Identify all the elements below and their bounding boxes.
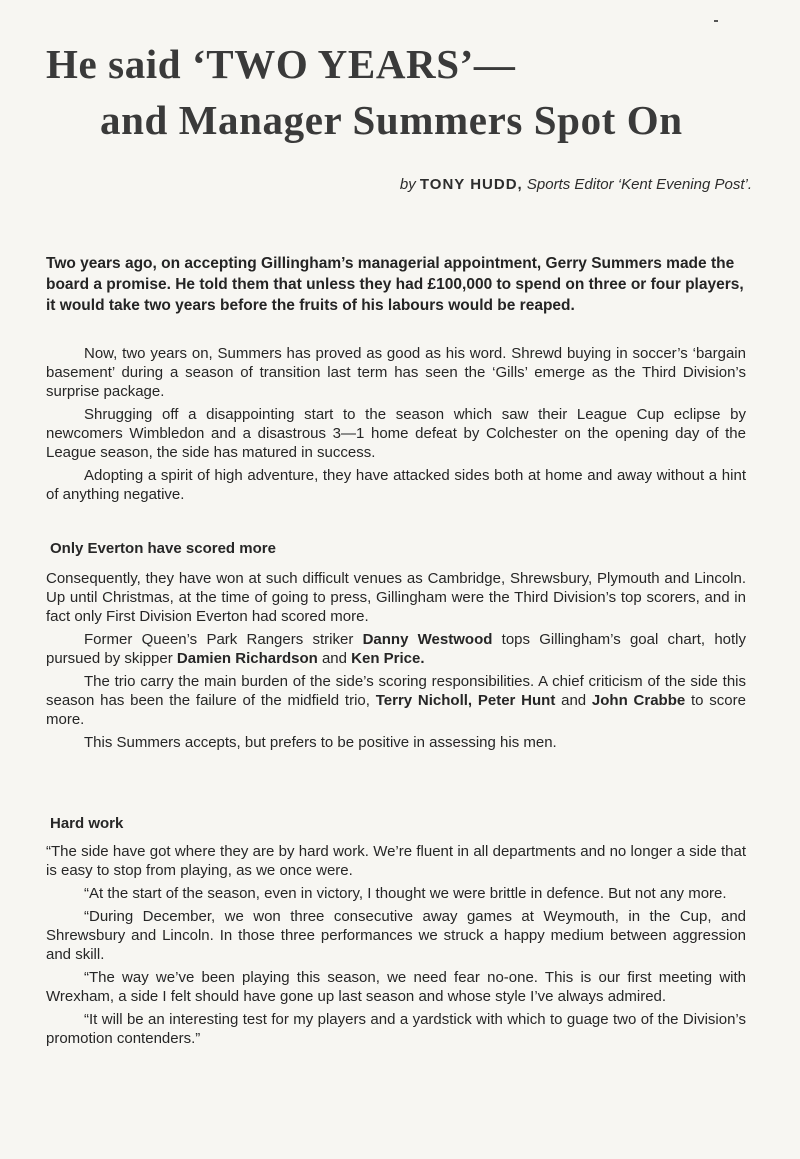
intro-paragraph-2: Shrugging off a disappointing start to the season which saw their League Cup eclipse by newcomers Wimbledon and a disastrous 3—1 home defeat by Colchester on the opening day of the League season, the side has matured in success. xyxy=(46,406,746,461)
byline-prefix: by xyxy=(399,176,416,193)
scan-speck xyxy=(714,20,718,22)
everton-paragraph-4: This Summers accepts, but prefers to be positive in assessing his men. xyxy=(84,734,557,751)
headline-line-2: and Manager Summers Spot On xyxy=(100,97,683,143)
quote-paragraph-5: “It will be an interesting test for my players and a yardstick with which to guage two of the Division’s promotion contenders.” xyxy=(46,1011,746,1047)
everton-paragraph-1: Consequently, they have won at such difficult venues as Cambridge, Shrewsbury, Plymouth and Lincoln. Up until Christmas, at the time of going to press, Gillingham were the Third Division’s top scorers, and in fact only First Division Everton had scored more. xyxy=(46,570,746,625)
byline-role: Sports Editor ‘Kent Evening Post’. xyxy=(526,176,752,193)
quote-paragraph-1: “The side have got where they are by hard work. We’re fluent in all departments and no longer a side that is easy to stop from playing, as we once were. xyxy=(46,843,746,879)
section-everton xyxy=(46,569,746,756)
byline xyxy=(282,176,752,193)
player-name: John Crabbe xyxy=(591,692,686,709)
player-names: Terry Nicholl, Peter Hunt xyxy=(375,692,556,709)
intro-paragraph-3: Adopting a spirit of high adventure, they have attacked sides both at home and away without a hint of anything negative. xyxy=(46,467,746,503)
player-name: Danny Westwood xyxy=(362,631,493,648)
section-intro xyxy=(46,344,746,508)
lead-paragraph: Two years ago, on accepting Gillingham’s managerial appointment, Gerry Summers made the board a promise. He told them that unless they had £100,000 to spend on three or four players, it would take two years before the fruits of his labours would be reaped. xyxy=(46,255,744,314)
quote-paragraph-3: “During December, we won three consecutive away games at Weymouth, in the Cup, and Shrewsbury and Lincoln. In those three performances we struck a happy medium between aggression and skill. xyxy=(46,908,746,963)
subheading-everton: Only Everton have scored more xyxy=(50,540,276,557)
quote-paragraph-4: “The way we’ve been playing this season, we need fear no-one. This is our first meeting with Wrexham, a side I felt should have gone up last season and whose style I’ve always admired. xyxy=(46,969,746,1005)
everton-paragraph-3: The trio carry the main burden of the side’s scoring responsibilities. A chief criticism of the side this season has been the failure of the midfield trio, Terry Nicholl, Peter Hunt and John Crabbe to score more. xyxy=(46,673,746,728)
section-hard-work xyxy=(46,842,746,1052)
quote-paragraph-2: “At the start of the season, even in victory, I thought we were brittle in defence. But not any more. xyxy=(84,885,727,902)
player-name: Ken Price. xyxy=(351,650,425,667)
subheading-hard-work: Hard work xyxy=(50,815,124,832)
headline-line-1: He said ‘TWO YEARS’— xyxy=(46,41,516,87)
player-name: Damien Richardson xyxy=(176,650,318,667)
intro-paragraph-1: Now, two years on, Summers has proved as good as his word. Shrewd buying in soccer’s ‘bargain basement’ during a season of transition last term has seen the ‘Gills’ emerge as the Third Division’s surprise package. xyxy=(46,345,746,400)
everton-paragraph-2: Former Queen’s Park Rangers striker Danny Westwood tops Gillingham’s goal chart, hotly pursued by skipper Damien Richardson and Ken Price. xyxy=(46,631,747,667)
byline-author: TONY HUDD, xyxy=(419,176,523,193)
